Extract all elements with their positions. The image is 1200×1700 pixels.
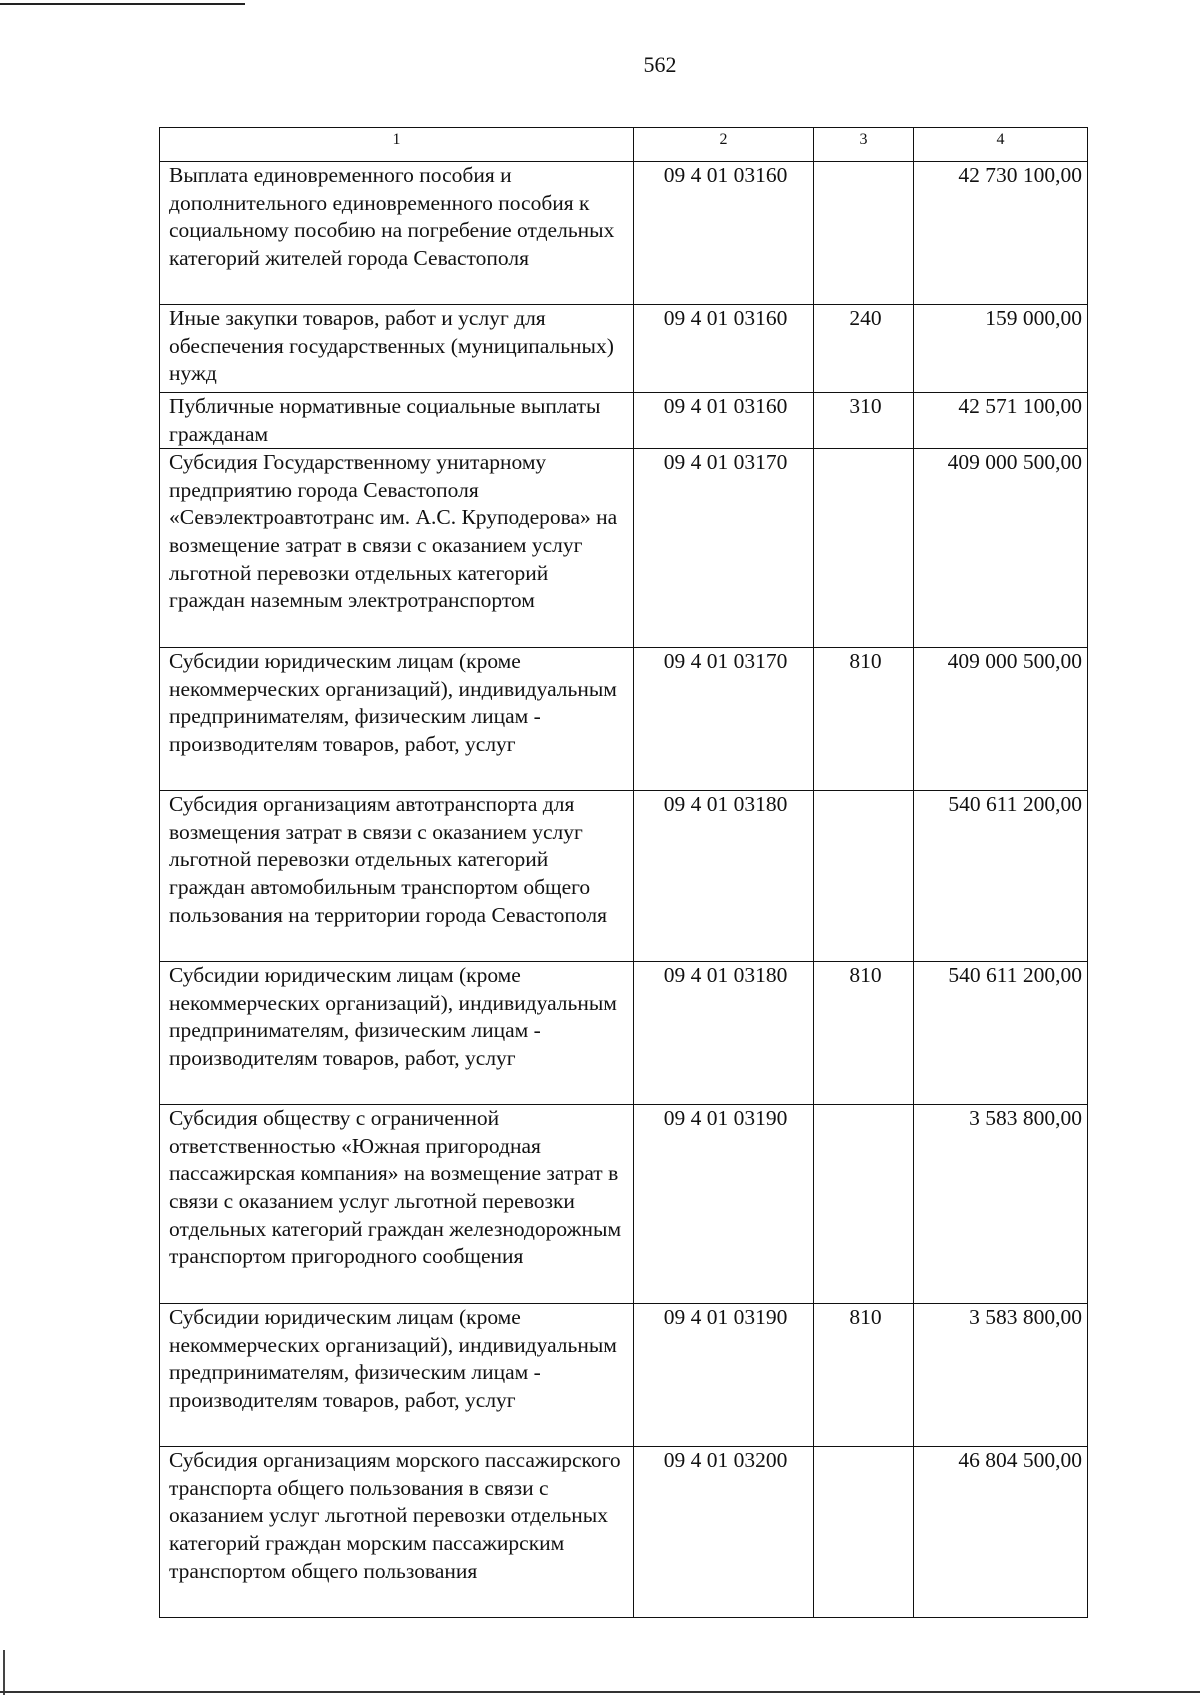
table-row — [160, 305, 1088, 393]
row-name: Иные закупки товаров, работ и услуг для обеспечения государственных (муниципальных) нужд — [160, 305, 634, 393]
page-number: 562 — [643, 52, 677, 77]
row-name: Субсидии юридическим лицам (кроме некоммерческих организаций), индивидуальным предпринимателям, физическим лицам - производителям товаров, работ, услуг — [160, 648, 634, 791]
row-type — [814, 449, 914, 648]
scan-edge-left — [3, 1650, 5, 1695]
row-amount: 3 583 800,00 — [914, 1105, 1088, 1304]
row-amount: 409 000 500,00 — [914, 648, 1088, 791]
table-row — [160, 393, 1088, 449]
row-name: Субсидия организациям автотранспорта для возмещения затрат в связи с оказанием услуг льготной перевозки отдельных категорий граждан автомобильным транспортом общего пользования на территории города Севастополя — [160, 791, 634, 962]
row-amount: 159 000,00 — [914, 305, 1088, 393]
row-amount: 540 611 200,00 — [914, 962, 1088, 1105]
table-row — [160, 648, 1088, 791]
header-cell-4: 4 — [914, 128, 1088, 162]
scan-edge-top — [0, 3, 245, 5]
row-code: 09 4 01 03170 — [634, 449, 814, 648]
row-code: 09 4 01 03180 — [634, 962, 814, 1105]
table-row — [160, 791, 1088, 962]
table-row — [160, 1105, 1088, 1304]
header-row — [160, 128, 1088, 162]
row-code: 09 4 01 03180 — [634, 791, 814, 962]
row-type — [814, 791, 914, 962]
budget-table — [159, 127, 1088, 1618]
scan-edge-bottom — [0, 1691, 1200, 1693]
row-name: Выплата единовременного пособия и дополнительного единовременного пособия к социальному пособию на погребение отдельных категорий жителей города Севастополя — [160, 162, 634, 305]
row-type — [814, 162, 914, 305]
header-cell-3: 3 — [814, 128, 914, 162]
table-row — [160, 1447, 1088, 1618]
table-row — [160, 449, 1088, 648]
row-amount: 3 583 800,00 — [914, 1304, 1088, 1447]
row-name: Субсидия Государственному унитарному предприятию города Севастополя «Севэлектроавтотранс им. А.С. Круподерова» на возмещение затрат в связи с оказанием услуг льготной перевозки отдельных категорий граждан наземным электротранспортом — [160, 449, 634, 648]
table-row — [160, 962, 1088, 1105]
row-amount: 540 611 200,00 — [914, 791, 1088, 962]
row-name: Субсидии юридическим лицам (кроме некоммерческих организаций), индивидуальным предпринимателям, физическим лицам - производителям товаров, работ, услуг — [160, 1304, 634, 1447]
row-type: 810 — [814, 962, 914, 1105]
row-type: 810 — [814, 1304, 914, 1447]
row-code: 09 4 01 03160 — [634, 162, 814, 305]
row-amount: 409 000 500,00 — [914, 449, 1088, 648]
row-code: 09 4 01 03160 — [634, 305, 814, 393]
row-type — [814, 1447, 914, 1618]
row-name: Публичные нормативные социальные выплаты гражданам — [160, 393, 634, 449]
row-code: 09 4 01 03160 — [634, 393, 814, 449]
row-type: 810 — [814, 648, 914, 791]
row-type: 310 — [814, 393, 914, 449]
row-type — [814, 1105, 914, 1304]
row-code: 09 4 01 03200 — [634, 1447, 814, 1618]
table-row — [160, 162, 1088, 305]
row-amount: 42 730 100,00 — [914, 162, 1088, 305]
row-code: 09 4 01 03190 — [634, 1304, 814, 1447]
row-name: Субсидия обществу с ограниченной ответственностью «Южная пригородная пассажирская компания» на возмещение затрат в связи с оказанием услуг льготной перевозки отдельных категорий граждан железнодорожным транспортом пригородного сообщения — [160, 1105, 634, 1304]
header-cell-1: 1 — [160, 128, 634, 162]
row-name: Субсидия организациям морского пассажирского транспорта общего пользования в связи с оказанием услуг льготной перевозки отдельных категорий граждан морским пассажирским транспортом общего пользования — [160, 1447, 634, 1618]
row-code: 09 4 01 03190 — [634, 1105, 814, 1304]
row-type: 240 — [814, 305, 914, 393]
row-code: 09 4 01 03170 — [634, 648, 814, 791]
header-cell-2: 2 — [634, 128, 814, 162]
row-amount: 46 804 500,00 — [914, 1447, 1088, 1618]
row-amount: 42 571 100,00 — [914, 393, 1088, 449]
table-row — [160, 1304, 1088, 1447]
row-name: Субсидии юридическим лицам (кроме некоммерческих организаций), индивидуальным предпринимателям, физическим лицам - производителям товаров, работ, услуг — [160, 962, 634, 1105]
